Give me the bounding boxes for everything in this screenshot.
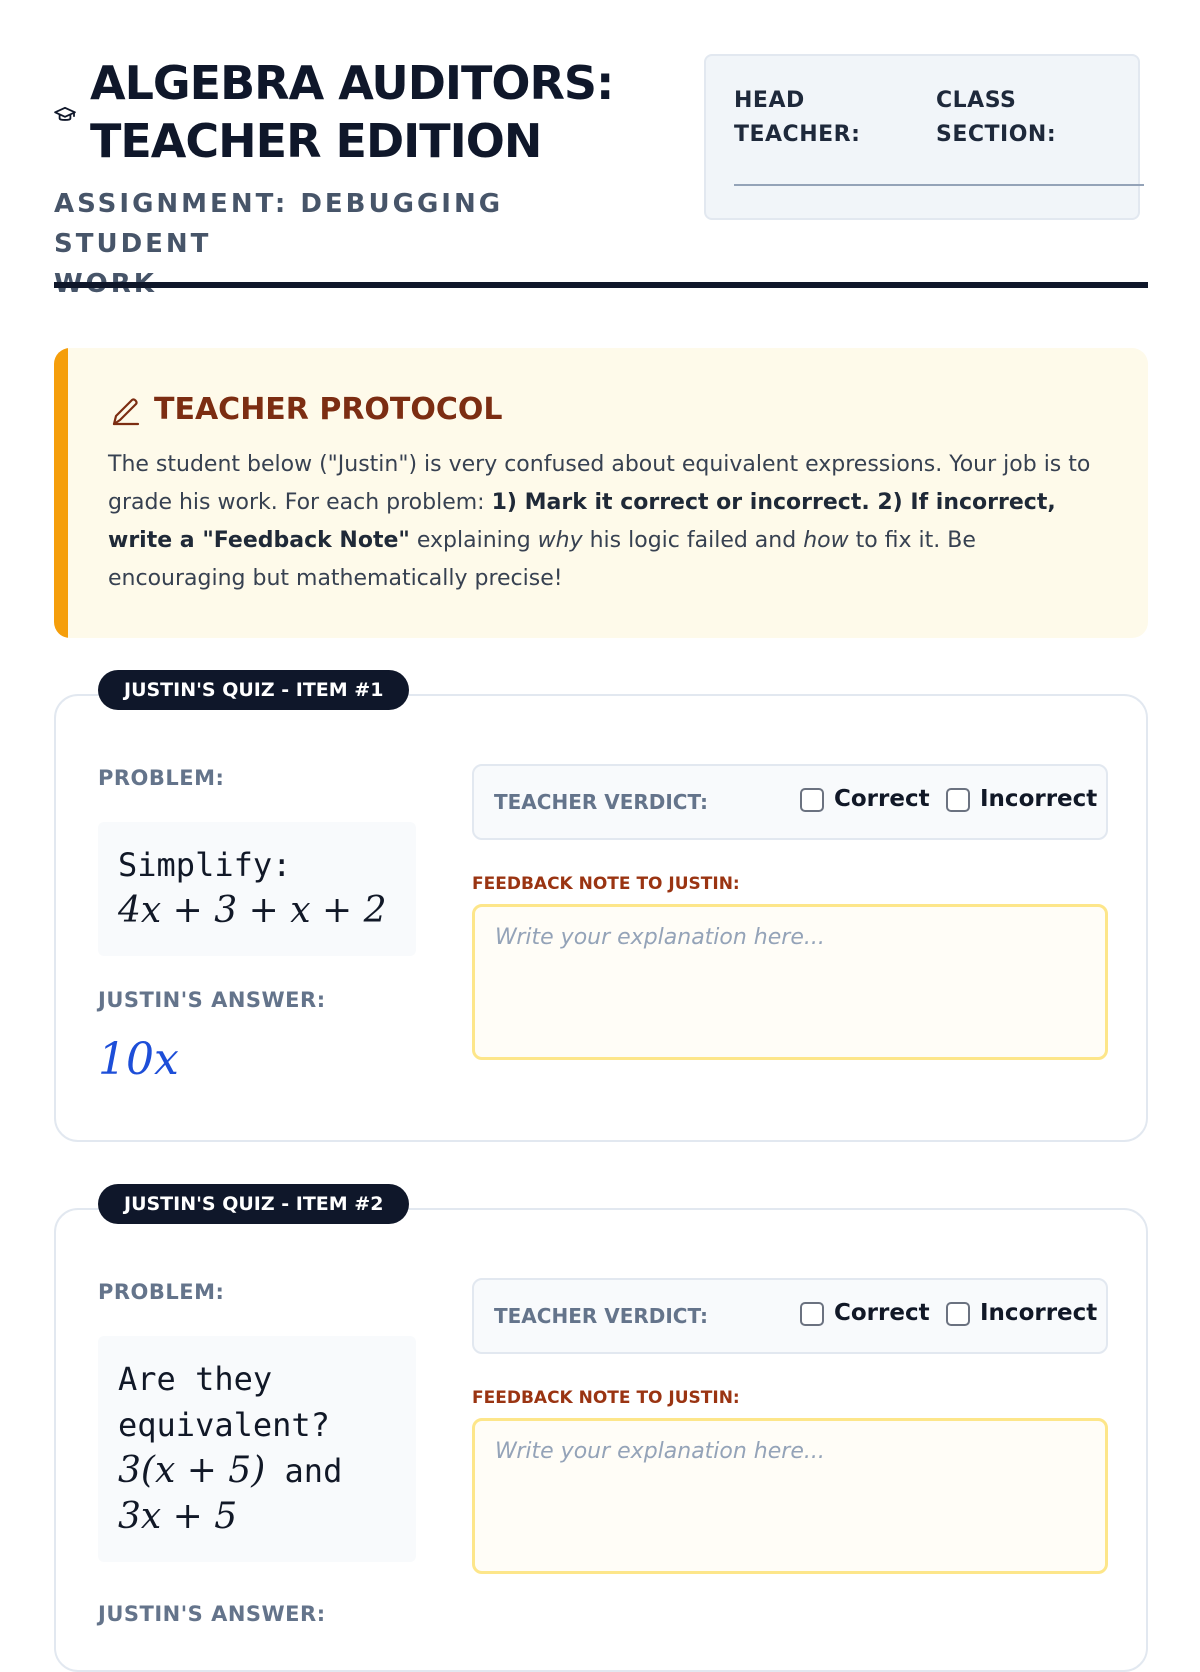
head-teacher-label-line-2: TEACHER: — [734, 122, 861, 147]
quiz-item-1 — [54, 679, 1148, 1142]
incorrect-label[interactable]: Incorrect — [980, 786, 1098, 812]
quiz-item-tag: JUSTIN'S QUIZ - ITEM #2 — [98, 1184, 409, 1224]
protocol-text-bold: 1) Mark it correct or incorrect. 2) If incorrect, write a "Feedback Note" — [108, 490, 1056, 553]
incorrect-checkbox[interactable] — [946, 788, 970, 812]
problem-expression-1: 3(x + 5) — [118, 1450, 266, 1491]
problem-and: and — [265, 1452, 343, 1490]
worksheet-page — [54, 0, 1148, 1626]
problem-label: PROBLEM: — [98, 766, 225, 790]
problem-text-line-2: equivalent? — [118, 1406, 330, 1444]
incorrect-checkbox[interactable] — [946, 1302, 970, 1326]
problem-box — [98, 1336, 416, 1562]
feedback-label: FEEDBACK NOTE TO JUSTIN: — [472, 1388, 740, 1408]
class-section-label-line-1: CLASS — [936, 88, 1017, 113]
answer-label: JUSTIN'S ANSWER: — [98, 988, 326, 1012]
problem-label: PROBLEM: — [98, 1280, 225, 1304]
teacher-verdict-box — [472, 764, 1108, 840]
quiz-item-tag: JUSTIN'S QUIZ - ITEM #1 — [98, 670, 409, 710]
page-title-line-1: ALGEBRA AUDITORS: — [90, 56, 614, 110]
correct-checkbox[interactable] — [800, 788, 824, 812]
subtitle-line-1: ASSIGNMENT: DEBUGGING STUDENT — [54, 189, 504, 259]
protocol-text-part: The student below ("Justin") is very confused about equivalent expressions. Your job is to grade his work. For each problem: — [108, 452, 1091, 515]
protocol-text-em: why — [537, 528, 583, 553]
graduation-cap-icon — [54, 106, 76, 124]
pencil-icon — [108, 396, 142, 430]
answer-label: JUSTIN'S ANSWER: — [98, 1602, 326, 1626]
protocol-text-part: explaining — [409, 528, 538, 553]
verdict-label: TEACHER VERDICT: — [494, 1304, 709, 1328]
protocol-title: TEACHER PROTOCOL — [154, 392, 503, 427]
head-teacher-label — [734, 84, 860, 152]
teacher-protocol-callout — [54, 348, 1148, 638]
protocol-instructions — [108, 446, 1118, 598]
problem-expression: 4x + 3 + x + 2 — [118, 890, 387, 931]
problem-expression-2: 3x + 5 — [118, 1496, 238, 1537]
protocol-text-part: his logic failed and — [582, 528, 804, 553]
student-answer: 10x — [98, 1034, 179, 1085]
correct-label[interactable]: Correct — [834, 786, 930, 812]
protocol-text-em: how — [803, 528, 849, 553]
head-teacher-label-line-1: HEAD — [734, 88, 805, 113]
incorrect-label[interactable]: Incorrect — [980, 1300, 1098, 1326]
teacher-verdict-box — [472, 1278, 1108, 1354]
correct-checkbox[interactable] — [800, 1302, 824, 1326]
callout-accent-bar — [54, 348, 68, 638]
class-section-label — [936, 84, 1056, 152]
class-section-label-line-2: SECTION: — [936, 122, 1057, 147]
name-entry-line[interactable] — [734, 184, 1144, 186]
verdict-label: TEACHER VERDICT: — [494, 790, 709, 814]
problem-text-line-1: Are they — [118, 1360, 273, 1398]
problem-text: Simplify: — [118, 846, 292, 884]
feedback-label: FEEDBACK NOTE TO JUSTIN: — [472, 874, 740, 894]
teacher-info-box — [704, 54, 1140, 220]
feedback-textarea[interactable] — [472, 904, 1108, 1060]
feedback-textarea[interactable] — [472, 1418, 1108, 1574]
quiz-item-2 — [54, 1193, 1148, 1672]
correct-label[interactable]: Correct — [834, 1300, 930, 1326]
header-divider — [54, 282, 1148, 288]
header — [54, 52, 1148, 292]
problem-box — [98, 822, 416, 956]
page-title-line-2: TEACHER EDITION — [90, 114, 542, 168]
protocol-text-part: to fix it. Be encouraging but mathematically precise! — [108, 528, 976, 591]
